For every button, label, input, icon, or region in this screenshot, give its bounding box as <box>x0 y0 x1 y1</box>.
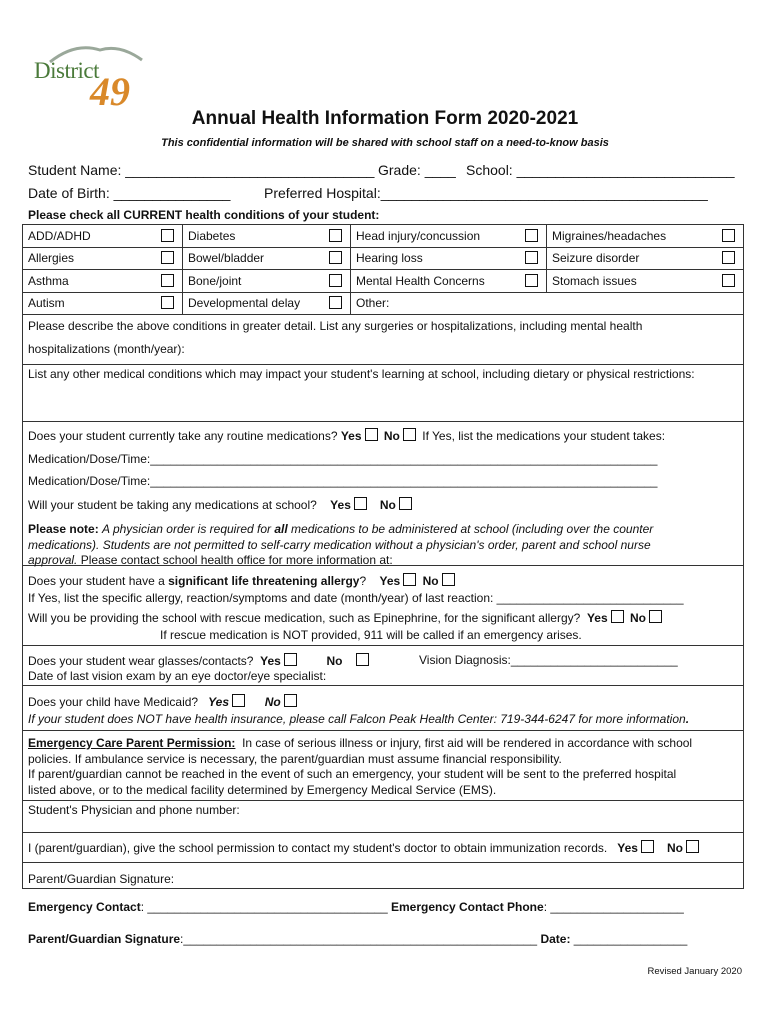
emergency-phone-field[interactable]: : ____________________ <box>543 900 684 914</box>
yes-label: Yes <box>586 611 608 625</box>
no-label: No <box>666 841 683 855</box>
condition-label: Diabetes <box>188 228 236 243</box>
allergy-no-checkbox[interactable] <box>442 573 455 586</box>
no-label: No <box>264 695 281 709</box>
form-title: Annual Health Information Form 2020-2021 <box>191 108 579 129</box>
immunization-text: I (parent/guardian), give the school permission to contact my student's doctor to obtain immunization records. <box>28 841 608 855</box>
allergy-yes-checkbox[interactable] <box>403 573 416 586</box>
rescue-yes-checkbox[interactable] <box>611 610 624 623</box>
glasses-no-checkbox[interactable] <box>356 653 369 666</box>
medication-line-1[interactable]: Medication/Dose/Time:____________________________________________________________________________ <box>28 452 658 466</box>
condition-label: Seizure disorder <box>552 251 640 266</box>
signature-field[interactable]: :_____________________________________________________ <box>180 932 538 946</box>
condition-label: Bowel/bladder <box>188 251 265 266</box>
conditions-table <box>22 224 744 315</box>
medicaid-no-checkbox[interactable] <box>284 694 297 707</box>
routine-meds-no-checkbox[interactable] <box>403 428 416 441</box>
routine-meds-question: Does your student currently take any routine medications? <box>28 429 338 443</box>
insurance-note-dot: . <box>685 712 690 726</box>
no-label: No <box>383 429 400 443</box>
glasses-yes-checkbox[interactable] <box>284 653 297 666</box>
condition-checkbox[interactable] <box>161 296 174 309</box>
condition-label: Asthma <box>28 273 69 288</box>
condition-label: Head injury/concussion <box>356 228 481 243</box>
condition-checkbox[interactable] <box>329 229 342 242</box>
note-label: Please note: <box>28 522 99 536</box>
logo-number: 49 <box>90 69 130 114</box>
logo-name: District <box>34 58 99 83</box>
note-text1: A physician order is required for <box>102 522 272 536</box>
condition-checkbox[interactable] <box>161 251 174 264</box>
condition-label: Developmental delay <box>188 296 301 311</box>
emergency-line4: listed above, or to the medical facility determined by Emergency Medical Service (EMS). <box>28 782 497 797</box>
no-label: No <box>422 574 439 588</box>
school-meds-question: Will your student be taking any medications at school? <box>28 498 317 512</box>
rescue-note: If rescue medication is NOT provided, 911 will be called if an emergency arises. <box>160 628 582 642</box>
note-all: all <box>274 522 288 536</box>
condition-checkbox[interactable] <box>329 296 342 309</box>
immunization-yes-checkbox[interactable] <box>641 840 654 853</box>
vision-diagnosis-field[interactable]: Vision Diagnosis:_________________________ <box>419 653 678 667</box>
yes-label: Yes <box>379 574 401 588</box>
vision-exam-field[interactable]: Date of last vision exam by an eye doctor/eye specialist: <box>28 669 327 683</box>
allergy-q-pre: Does your student have a <box>28 574 165 588</box>
describe-line1: Please describe the above conditions in greater detail. List any surgeries or hospitalizations, including mental health <box>28 319 643 333</box>
note-line3a: approval. <box>28 553 78 567</box>
school-meds-no-checkbox[interactable] <box>399 497 412 510</box>
immunization-no-checkbox[interactable] <box>686 840 699 853</box>
no-label: No <box>326 654 343 668</box>
condition-label: ADD/ADHD <box>28 228 91 243</box>
rescue-question: Will you be providing the school with rescue medication, such as Epinephrine, for the significant allergy? <box>28 611 581 625</box>
school-meds-yes-checkbox[interactable] <box>354 497 367 510</box>
condition-checkbox[interactable] <box>329 274 342 287</box>
condition-checkbox[interactable] <box>329 251 342 264</box>
condition-checkbox[interactable] <box>161 229 174 242</box>
other-field[interactable]: Other: <box>356 295 390 310</box>
conditions-header: Please check all CURRENT health conditions of your student: <box>28 208 380 222</box>
routine-meds-yes-checkbox[interactable] <box>365 428 378 441</box>
glasses-question: Does your student wear glasses/contacts? <box>28 654 254 668</box>
condition-checkbox[interactable] <box>525 229 538 242</box>
condition-checkbox[interactable] <box>525 274 538 287</box>
yes-label: Yes <box>330 498 351 512</box>
condition-checkbox[interactable] <box>722 274 735 287</box>
physician-field[interactable]: Student's Physician and phone number: <box>28 803 240 817</box>
condition-label: Stomach issues <box>552 273 637 288</box>
condition-checkbox[interactable] <box>161 274 174 287</box>
emergency-phone-label: Emergency Contact Phone <box>390 900 544 914</box>
emergency-contact-label: Emergency Contact <box>28 900 141 914</box>
emergency-contact-field[interactable]: : ____________________________________ <box>140 900 388 914</box>
note-line2: medications). Students are not permitted to self-carry medication without a physician's order, parent and school nurse <box>28 537 651 552</box>
dob-field[interactable]: Date of Birth: _______________ <box>28 185 231 201</box>
routine-meds-after: If Yes, list the medications your student takes: <box>422 429 666 443</box>
yes-label: Yes <box>208 695 230 709</box>
medicaid-yes-checkbox[interactable] <box>232 694 245 707</box>
emergency-paragraph <box>28 736 692 798</box>
no-label: No <box>379 498 396 512</box>
yes-label: Yes <box>617 841 638 855</box>
condition-label: Autism <box>28 296 65 311</box>
emergency-line2: policies. If ambulance service is necessary, the parent/guardian must assume financial responsibility. <box>28 751 562 766</box>
emergency-line3: If parent/guardian cannot be reached in the event of such an emergency, your student will be sent to the preferred hospital <box>28 767 677 781</box>
emergency-line1: In case of serious illness or injury, first aid will be rendered in accordance with school <box>242 736 693 750</box>
insurance-note: If your student does NOT have health insurance, please call Falcon Peak Health Center: 719-344-6247 for more information <box>28 712 686 726</box>
form-subtitle: This confidential information will be shared with school staff on a need-to-know basis <box>161 137 609 149</box>
condition-label: Migraines/headaches <box>552 228 667 243</box>
allergy-list-field[interactable]: If Yes, list the specific allergy, reaction/symptoms and date (month/year) of last reaction: ____________________________ <box>28 591 684 605</box>
student-name-field[interactable]: Student Name: ________________________________ <box>28 162 375 178</box>
yes-label: Yes <box>340 429 362 443</box>
date-label: Date: <box>540 932 571 946</box>
describe-line2[interactable]: hospitalizations (month/year): <box>28 342 185 356</box>
pg-signature-field[interactable]: Parent/Guardian Signature: <box>28 872 175 886</box>
emergency-label: Emergency Care Parent Permission: <box>28 736 236 750</box>
condition-label: Bone/joint <box>188 273 242 288</box>
note-line3b: Please contact school health office for more information at: <box>80 553 393 567</box>
note-paragraph <box>28 522 653 569</box>
allergy-q-post: ? <box>359 574 367 588</box>
note-text2: medications to be administered at school (including over the counter <box>291 522 654 536</box>
condition-label: Allergies <box>28 251 75 266</box>
allergy-q-bold: significant life threatening allergy <box>168 574 360 588</box>
condition-checkbox[interactable] <box>722 229 735 242</box>
medicaid-question: Does your child have Medicaid? <box>28 695 199 709</box>
medication-line-2[interactable]: Medication/Dose/Time:____________________________________________________________________________ <box>28 474 658 488</box>
school-field[interactable]: School: ____________________________ <box>466 162 735 178</box>
condition-label: Mental Health Concerns <box>356 273 485 288</box>
condition-label: Hearing loss <box>356 251 423 266</box>
no-label: No <box>630 611 647 625</box>
hospital-field[interactable]: Preferred Hospital:__________________________________________ <box>264 185 708 201</box>
condition-checkbox[interactable] <box>722 251 735 264</box>
district-logo <box>30 40 150 114</box>
other-conditions-label[interactable]: List any other medical conditions which may impact your student's learning at school, including dietary or physical restrictions: <box>28 367 695 381</box>
signature-label: Parent/Guardian Signature <box>28 932 181 946</box>
condition-checkbox[interactable] <box>525 251 538 264</box>
rescue-no-checkbox[interactable] <box>649 610 662 623</box>
grade-field[interactable]: Grade: ____ <box>378 162 456 178</box>
revised-note: Revised January 2020 <box>647 966 742 977</box>
yes-label: Yes <box>260 654 281 668</box>
date-field[interactable]: _________________ <box>570 932 688 946</box>
